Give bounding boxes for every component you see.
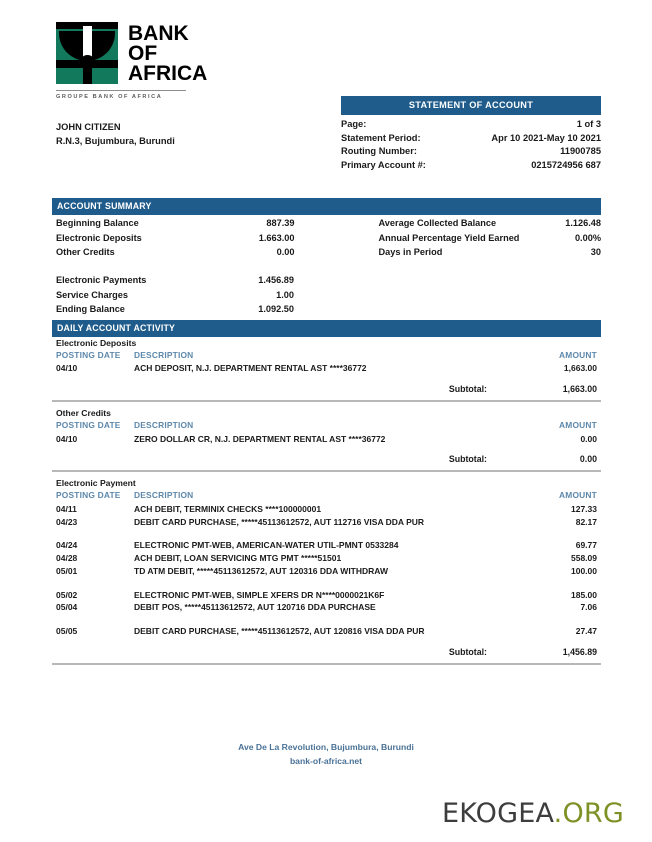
cell-amount: 1,663.00 <box>563 363 597 374</box>
summary-row <box>56 288 328 303</box>
summary-amount: 887.39 <box>266 218 295 228</box>
cell-description: DEBIT POS, *****45113612572, AUT 120716 DDA PURCHASE <box>134 602 376 613</box>
cell-posting-date: 04/11 <box>56 503 77 514</box>
subtotal-label: Subtotal: <box>448 383 487 394</box>
table-row <box>52 625 601 638</box>
meta-value: Apr 10 2021-May 10 2021 <box>491 132 601 143</box>
summary-amount: 1.126.48 <box>565 218 601 228</box>
cell-amount: 0.00 <box>580 433 597 444</box>
activity-group-title: Other Credits <box>56 408 111 419</box>
cell-amount: 27.47 <box>575 626 597 637</box>
cell-posting-date: 04/24 <box>56 540 78 551</box>
table-header-row <box>52 419 601 432</box>
statement-meta-rows <box>341 115 601 172</box>
column-header-description: DESCRIPTION <box>134 350 194 360</box>
column-header-date: POSTING DATE <box>56 350 121 360</box>
summary-label: Ending Balance <box>56 304 125 315</box>
logo-line-1: BANK <box>128 22 189 45</box>
logo-line-3: AFRICA <box>128 62 208 85</box>
cell-description: ZERO DOLLAR CR, N.J. DEPARTMENT RENTAL AST ****36772 <box>134 433 386 444</box>
cell-description: ELECTRONIC PMT-WEB, AMERICAN-WATER UTIL-PMNT 0533284 <box>134 540 399 551</box>
subtotal-amount: 1,456.89 <box>562 646 597 657</box>
table-spacer-row <box>52 577 601 588</box>
account-summary-right-column <box>329 216 602 260</box>
statement-meta-row <box>341 118 601 132</box>
summary-label: Other Credits <box>56 247 115 258</box>
section-divider <box>52 470 601 472</box>
footer-address: Ave De La Revolution, Bujumbura, Burundi <box>238 742 414 752</box>
meta-label: Routing Number: <box>341 146 417 157</box>
summary-label: Days in Period <box>378 247 443 258</box>
cell-description: ACH DEBIT, LOAN SERVICING MTG PMT *****51501 <box>134 553 342 564</box>
cell-posting-date: 04/28 <box>56 553 78 564</box>
summary-label: Electronic Deposits <box>56 232 142 243</box>
column-header-amount: AMOUNT <box>559 490 597 501</box>
statement-meta-row <box>341 159 601 173</box>
table-header-row <box>52 489 601 502</box>
summary-row <box>56 216 329 231</box>
cell-description: DEBIT CARD PURCHASE, *****45113612572, AUT 120816 VISA DDA PUR <box>134 626 425 637</box>
summary-amount: 0.00% <box>574 232 601 243</box>
column-header-amount: AMOUNT <box>559 350 597 360</box>
cell-posting-date: 05/01 <box>56 565 78 576</box>
activity-group <box>52 408 601 472</box>
cell-amount: 69.77 <box>575 540 597 551</box>
summary-row <box>56 273 328 288</box>
meta-label: Statement Period: <box>341 132 421 143</box>
activity-table <box>52 349 601 395</box>
cell-posting-date: 04/23 <box>56 516 78 527</box>
cell-description: DEBIT CARD PURCHASE, *****45113612572, AUT 112716 VISA DDA PUR <box>134 516 425 527</box>
cell-posting-date: 05/02 <box>56 589 78 600</box>
subtotal-row <box>52 375 601 395</box>
footer-website: bank-of-africa.net <box>289 756 363 766</box>
table-row <box>52 432 601 445</box>
summary-amount: 1.456.89 <box>258 275 294 285</box>
summary-amount: 0.00 <box>276 247 295 258</box>
summary-row <box>379 216 602 231</box>
statement-title: STATEMENT OF ACCOUNT <box>341 96 601 115</box>
logo-line-2: OF <box>128 42 158 65</box>
cell-description: ACH DEBIT, TERMINIX CHECKS ****100000001 <box>134 503 322 514</box>
cell-posting-date: 05/04 <box>56 602 78 613</box>
subtotal-amount: 1,663.00 <box>562 383 597 394</box>
meta-value: 11900785 <box>560 146 601 157</box>
page-footer <box>0 740 652 768</box>
table-spacer-row <box>52 614 601 625</box>
activity-group-title: Electronic Payment <box>56 478 136 489</box>
subtotal-label: Subtotal: <box>448 453 487 464</box>
meta-label: Primary Account #: <box>341 159 426 170</box>
ekogea-watermark <box>442 798 624 829</box>
summary-row <box>56 302 328 317</box>
summary-row <box>379 245 602 260</box>
activity-group <box>52 338 601 402</box>
subtotal-amount: 0.00 <box>579 453 597 464</box>
summary-label: Service Charges <box>56 289 129 300</box>
meta-label: Page: <box>341 119 367 129</box>
customer-block <box>56 120 175 148</box>
summary-label: Beginning Balance <box>56 218 139 228</box>
bank-of-africa-logo-icon <box>56 22 118 84</box>
account-summary-bar: ACCOUNT SUMMARY <box>52 198 601 215</box>
section-divider <box>52 663 601 665</box>
table-row <box>52 564 601 577</box>
cell-amount: 127.33 <box>571 503 597 514</box>
logo-wordmark <box>128 22 207 84</box>
table-row <box>52 601 601 614</box>
cell-description: TD ATM DEBIT, *****45113612572, AUT 120316 DDA WITHDRAW <box>134 565 388 576</box>
column-header-date: POSTING DATE <box>56 420 121 431</box>
table-spacer-row <box>52 528 601 539</box>
cell-description: ELECTRONIC PMT-WEB, SIMPLE XFERS DR N****0000021K6F <box>134 589 385 600</box>
statement-meta-row <box>341 132 601 146</box>
cell-posting-date: 04/10 <box>56 363 78 374</box>
statement-header-box <box>341 96 601 172</box>
statement-meta-row <box>341 145 601 159</box>
cell-amount: 82.17 <box>575 516 597 527</box>
customer-name: JOHN CITIZEN <box>56 122 121 132</box>
logo-tagline: GROUPE BANK OF AFRICA <box>56 90 186 100</box>
watermark-tld: .ORG <box>553 798 624 829</box>
cell-amount: 7.06 <box>580 602 597 613</box>
customer-address: R.N.3, Bujumbura, Burundi <box>56 136 175 146</box>
cell-posting-date: 04/10 <box>56 433 78 444</box>
table-row <box>52 515 601 528</box>
account-summary <box>56 216 601 260</box>
summary-amount: 1.00 <box>276 289 294 300</box>
summary-amount: 1.663.00 <box>258 232 295 243</box>
activity-table <box>52 489 601 658</box>
daily-account-activity-bar: DAILY ACCOUNT ACTIVITY <box>52 320 601 337</box>
cell-posting-date: 05/05 <box>56 626 78 637</box>
table-row <box>52 362 601 375</box>
section-divider <box>52 400 601 402</box>
account-summary-secondary <box>56 273 328 317</box>
summary-amount: 1.092.50 <box>258 304 294 315</box>
column-header-description: DESCRIPTION <box>134 420 194 431</box>
summary-label: Annual Percentage Yield Earned <box>378 232 520 243</box>
cell-amount: 100.00 <box>571 565 597 576</box>
subtotal-label: Subtotal: <box>448 646 487 657</box>
bank-logo <box>56 22 256 100</box>
column-header-description: DESCRIPTION <box>134 490 194 501</box>
table-row <box>52 502 601 515</box>
summary-row <box>56 245 329 260</box>
summary-amount: 30 <box>590 247 601 258</box>
cell-description: ACH DEPOSIT, N.J. DEPARTMENT RENTAL AST ****36772 <box>134 363 367 374</box>
account-summary-left-column <box>56 216 329 260</box>
cell-amount: 558.09 <box>571 553 597 564</box>
subtotal-row <box>52 445 601 465</box>
activity-group <box>52 478 601 665</box>
summary-row <box>56 231 329 246</box>
table-row <box>52 552 601 565</box>
subtotal-row <box>52 638 601 658</box>
table-row <box>52 588 601 601</box>
activity-group-title: Electronic Deposits <box>56 338 137 348</box>
activity-table <box>52 419 601 465</box>
column-header-date: POSTING DATE <box>56 490 121 501</box>
daily-account-activity <box>52 338 601 671</box>
summary-label: Average Collected Balance <box>378 218 497 228</box>
column-header-amount: AMOUNT <box>559 420 597 431</box>
summary-label: Electronic Payments <box>56 275 147 285</box>
watermark-name: EKOGEA <box>441 798 554 829</box>
table-header-row <box>52 349 601 362</box>
meta-value: 1 of 3 <box>576 119 601 129</box>
table-row <box>52 539 601 552</box>
meta-value: 0215724956 687 <box>531 159 601 170</box>
cell-amount: 185.00 <box>571 589 597 600</box>
summary-row <box>379 231 602 246</box>
